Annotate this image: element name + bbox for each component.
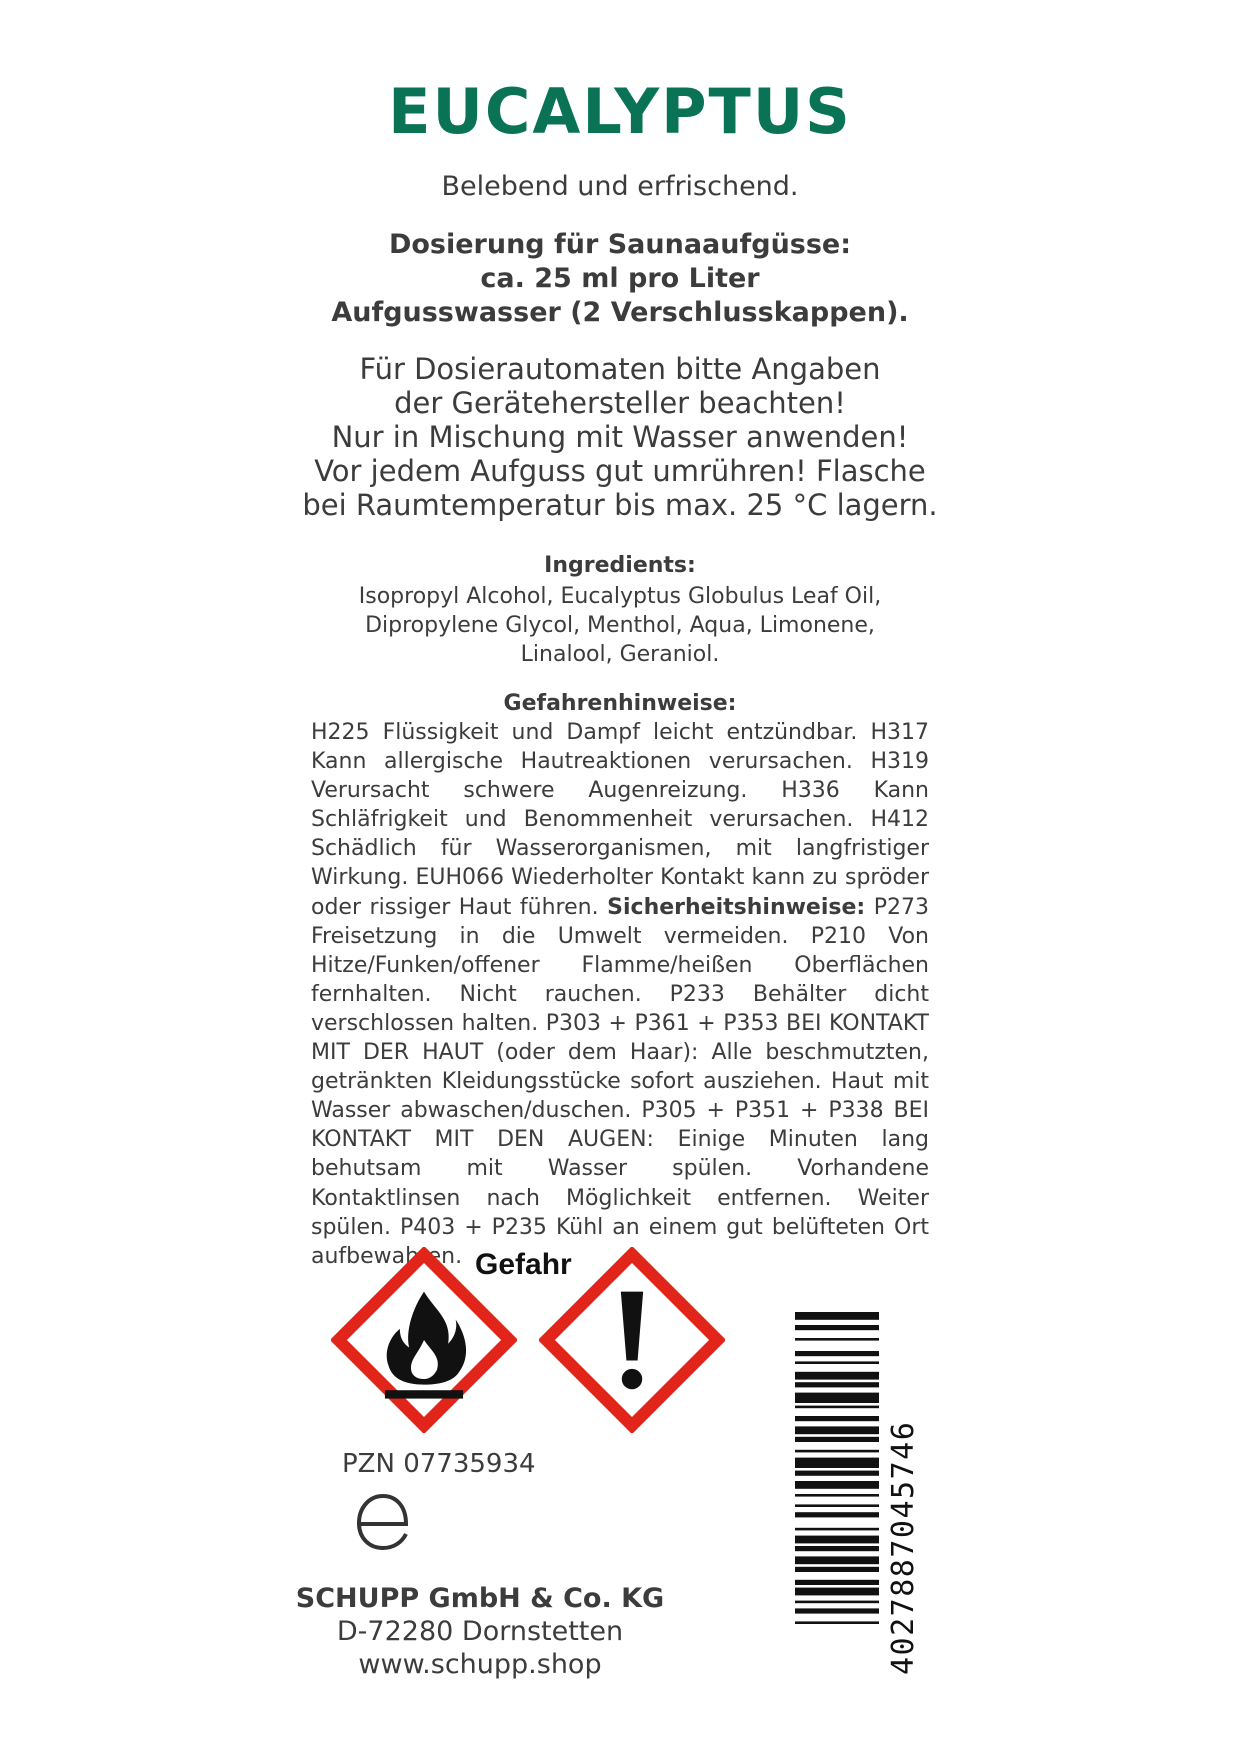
barcode-bar: [795, 1325, 879, 1330]
hazard-statements: [311, 718, 929, 1271]
barcode-bar: [795, 1494, 879, 1497]
dosage-line: ca. 25 ml pro Liter: [480, 263, 760, 294]
barcode-bar: [795, 1437, 879, 1442]
estimated-sign-icon: [352, 1490, 414, 1554]
barcode-bar: [795, 1393, 879, 1403]
hazard-text: H225 Flüssigkeit und Dampf leicht entzündbar. H317 Kann allergische Hautreaktionen verursachen. H319 Verursacht schwere Augenreizung. H336 Kann Schläfrigkeit und Benommenheit verursachen. H412 Schädlich für Wasserorganismen, mit langfristiger Wirkung. EUH066 Wiederholter Kontakt kann zu spröder oder rissiger Haut führen.: [311, 720, 929, 920]
dosage-line: Aufgusswasser (2 Verschlusskappen).: [331, 297, 909, 328]
barcode-bar: [795, 1621, 879, 1624]
ingredients-line: Linalool, Geraniol.: [520, 642, 720, 667]
usage-line: bei Raumtemperatur bis max. 25 °C lagern.: [302, 488, 938, 522]
safety-heading: Sicherheitshinweise:: [607, 894, 866, 920]
dosage-block: [0, 228, 1240, 330]
barcode-number: 4027887045746: [886, 1420, 921, 1675]
barcode-bar: [795, 1416, 879, 1421]
barcode-bar: [795, 1536, 879, 1544]
ingredients-heading: Ingredients:: [544, 553, 696, 578]
barcode-bar: [795, 1567, 879, 1572]
usage-line: Vor jedem Aufguss gut umrühren! Flasche: [314, 454, 926, 488]
barcode: [795, 1310, 925, 1680]
pzn-number: PZN 07735934: [342, 1449, 536, 1479]
company-address: D-72280 Dornstetten: [336, 1616, 624, 1647]
barcode-bar: [795, 1528, 879, 1531]
company-name: SCHUPP GmbH & Co. KG: [295, 1583, 665, 1614]
company-website[interactable]: www.schupp.shop: [358, 1649, 602, 1680]
tagline: Belebend und erfrischend.: [441, 171, 799, 202]
barcode-bar: [795, 1426, 879, 1434]
safety-text: P273 Freisetzung in die Umwelt vermeiden. P210 Von Hitze/Funken/offener Flamme/heißen Oberflächen fernhalten. Nicht rauchen. P233 Behälter dicht verschlossen halten. P303 + P361 + P353 BEI KONTAKT MIT DER HAUT (oder dem Haar): Alle beschmutzten, getränkten Kleidungsstücke sofort ausziehen. Haut mit Wasser abwaschen/duschen. P305 + P351 + P338 BEI KONTAKT MIT DEN AUGEN: Einige Minuten lang behutsam mit Wasser spülen. Vorhandene Kontaktlinsen nach Möglichkeit entfernen. Weiter spülen. P403 + P235 Kühl an einem gut belüfteten Ort aufbewahren.: [311, 894, 929, 1269]
flame-icon: [331, 1247, 517, 1433]
usage-line: Für Dosierautomaten bitte Angaben: [359, 352, 881, 386]
product-title: EUCALYPTUS: [388, 75, 852, 148]
usage-line: der Gerätehersteller beachten!: [394, 386, 846, 420]
barcode-bar: [795, 1471, 879, 1476]
barcode-bar: [795, 1601, 879, 1604]
barcode-bar: [795, 1556, 879, 1564]
ingredients-list: [0, 582, 1240, 669]
barcode-bar: [795, 1372, 879, 1380]
barcode-bar: [795, 1351, 879, 1356]
barcode-bars: [795, 1312, 879, 1624]
usage-instructions: [0, 352, 1240, 522]
hazards-heading: Gefahrenhinweise:: [503, 691, 737, 716]
barcode-bar: [795, 1608, 879, 1613]
barcode-bar: [795, 1382, 879, 1387]
ingredients-line: Isopropyl Alcohol, Eucalyptus Globulus Leaf Oil,: [358, 584, 882, 609]
barcode-bar: [795, 1458, 879, 1468]
barcode-bar: [795, 1580, 879, 1585]
barcode-bar: [795, 1481, 879, 1489]
signal-word: Gefahr: [475, 1248, 572, 1281]
barcode-bar: [795, 1546, 879, 1551]
exclamation-icon: [539, 1247, 725, 1433]
ingredients-line: Dipropylene Glycol, Menthol, Aqua, Limonene,: [365, 613, 875, 638]
barcode-bar: [795, 1361, 879, 1364]
barcode-bar: [795, 1504, 879, 1507]
usage-line: Nur in Mischung mit Wasser anwenden!: [331, 420, 909, 454]
barcode-bar: [795, 1450, 879, 1453]
barcode-bar: [795, 1588, 879, 1596]
barcode-bar: [795, 1338, 879, 1341]
barcode-bar: [795, 1512, 879, 1517]
barcode-bar: [795, 1312, 879, 1320]
barcode-bar: [795, 1406, 879, 1409]
dosage-line: Dosierung für Saunaaufgüsse:: [388, 229, 852, 260]
